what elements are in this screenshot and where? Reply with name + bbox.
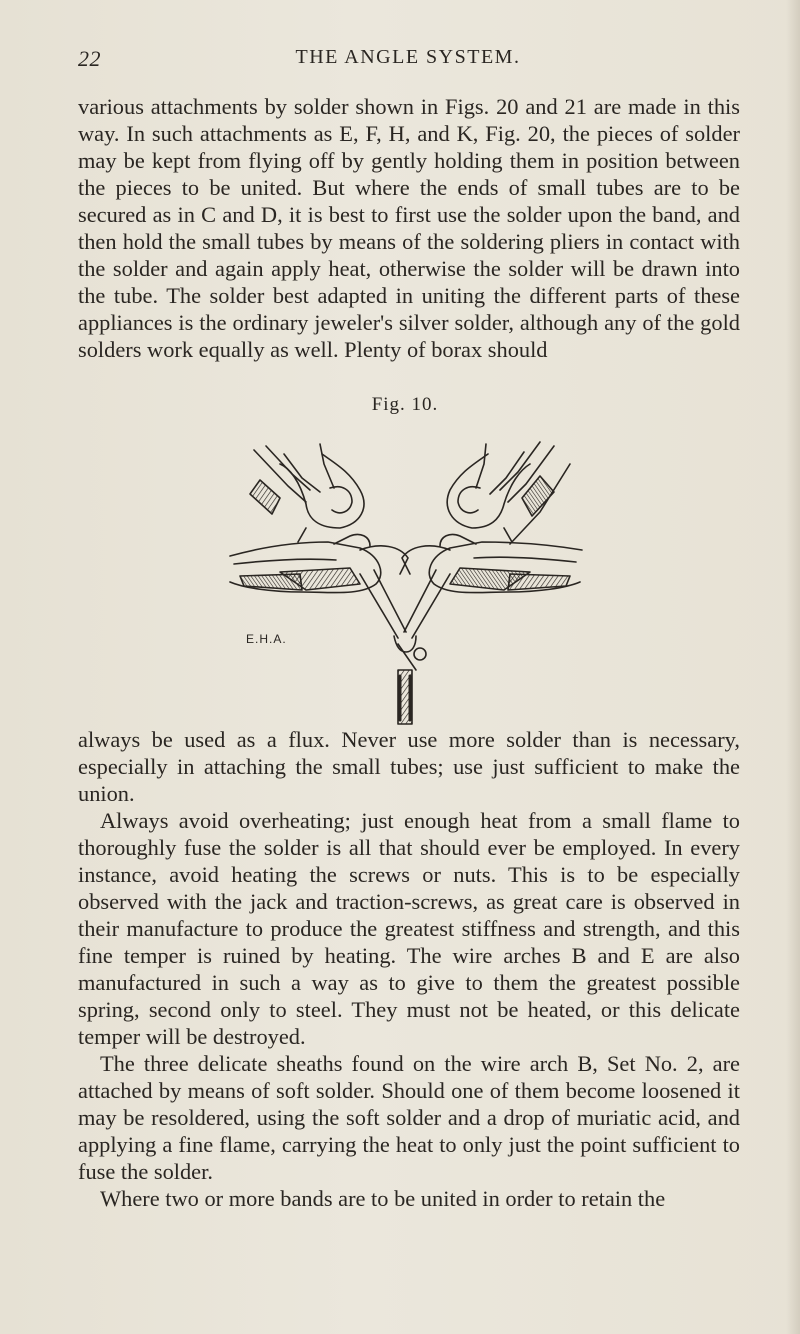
hands-holding-pliers-illustration <box>210 424 600 734</box>
illustrator-signature: E.H.A. <box>246 632 287 646</box>
page-header <box>78 46 738 76</box>
paragraph: The three delicate sheaths found on the wire arch B, Set No. 2, are attached by means of soft solder. Should one of them become loosened it may be resoldered, using the soft solder and a drop of muriatic acid, and applying a fine flame, carrying the heat to only just the point sufficient to fuse the solder. <box>78 1051 740 1184</box>
paragraph: various attachments by solder shown in Figs. 20 and 21 are made in this way. In such attachments as E, F, H, and K, Fig. 20, the pieces of solder may be kept from flying off by gently holding them in position between the pieces to be united. But where the ends of small tubes are to be secured as in C and D, it is best to first use the solder upon the band, and then hold the small tubes by means of the soldering pliers in contact with the solder and again apply heat, otherwise the solder will be drawn into the tube. The solder best adapted in uniting the different parts of these appliances is the ordinary jeweler's silver solder, although any of the gold solders work equally as well. Plenty of borax should <box>78 94 740 362</box>
figure <box>210 394 600 734</box>
paragraph: always be used as a flux. Never use more solder than is necessary, especially in attaching the small tubes; use just sufficient to make the union. <box>78 727 740 806</box>
page-number: 22 <box>78 46 101 71</box>
paragraph: Where two or more bands are to be united in order to retain the <box>100 1186 666 1211</box>
body-text-bottom <box>78 726 740 1306</box>
figure-caption: Fig. 10. <box>371 394 439 415</box>
body-text-top <box>78 93 740 393</box>
running-head: THE ANGLE SYSTEM. <box>295 46 521 68</box>
paragraph: Always avoid overheating; just enough heat from a small flame to thoroughly fuse the solder is all that should ever be employed. In every instance, avoid heating the screws or nuts. This is to be especially observed with the jack and traction-screws, as great care is observed in their manufacture to produce the greatest stiffness and strength, and this fine temper is ruined by heating. The wire arches B and E are also manufactured in such a way as to give to them the greatest possible spring, second only to steel. They must not be heated, or this delicate temper will be destroyed. <box>78 808 740 1049</box>
